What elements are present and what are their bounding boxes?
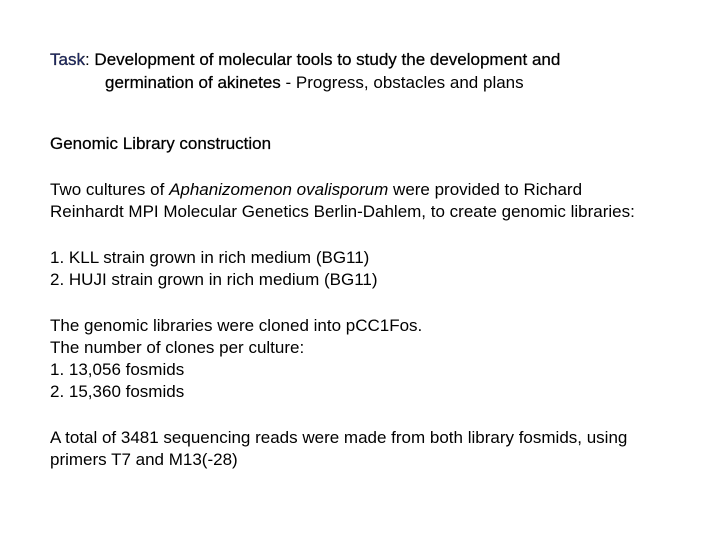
slide-title: [50, 48, 690, 94]
intro-text-line-2: Reinhardt MPI Molecular Genetics Berlin-Dahlem, to create genomic libraries:: [50, 202, 635, 221]
intro-text-pre: Two cultures of: [50, 180, 170, 199]
intro-paragraph: [50, 179, 700, 223]
strain-list: [50, 247, 700, 291]
clone-list-item: 1. 13,056 fosmids: [50, 360, 185, 379]
title-line-2: [50, 71, 690, 94]
spacer: [50, 155, 700, 179]
clones-header: The number of clones per culture:: [50, 338, 305, 357]
clones-block: [50, 315, 700, 403]
title-bold-text-1: Development of molecular tools to study the development and: [89, 50, 561, 69]
species-name: Aphanizomenon ovalisporum: [169, 180, 389, 199]
task-label: Task: [50, 50, 85, 69]
task-colon: :: [84, 50, 90, 69]
intro-text-post: were provided to Richard: [388, 180, 583, 199]
title-subtitle-text: - Progress, obstacles and plans: [280, 73, 524, 92]
spacer: [50, 223, 700, 247]
title-line-1: [50, 48, 690, 71]
strain-list-item: 1. KLL strain grown in rich medium (BG11): [50, 248, 370, 267]
reads-line-1: A total of 3481 sequencing reads were made from both library fosmids, using: [50, 428, 628, 447]
section-heading: Genomic Library construction: [50, 134, 272, 153]
cloned-line: The genomic libraries were cloned into pCC1Fos.: [50, 316, 423, 335]
spacer: [50, 291, 700, 315]
reads-paragraph: [50, 427, 700, 471]
reads-line-2: primers T7 and M13(-28): [50, 450, 238, 469]
title-bold-text-2: germination of akinetes: [105, 73, 281, 92]
slide-body: [50, 133, 700, 471]
clone-list-item: 2. 15,360 fosmids: [50, 382, 185, 401]
strain-list-item: 2. HUJI strain grown in rich medium (BG11): [50, 270, 378, 289]
spacer: [50, 403, 700, 427]
